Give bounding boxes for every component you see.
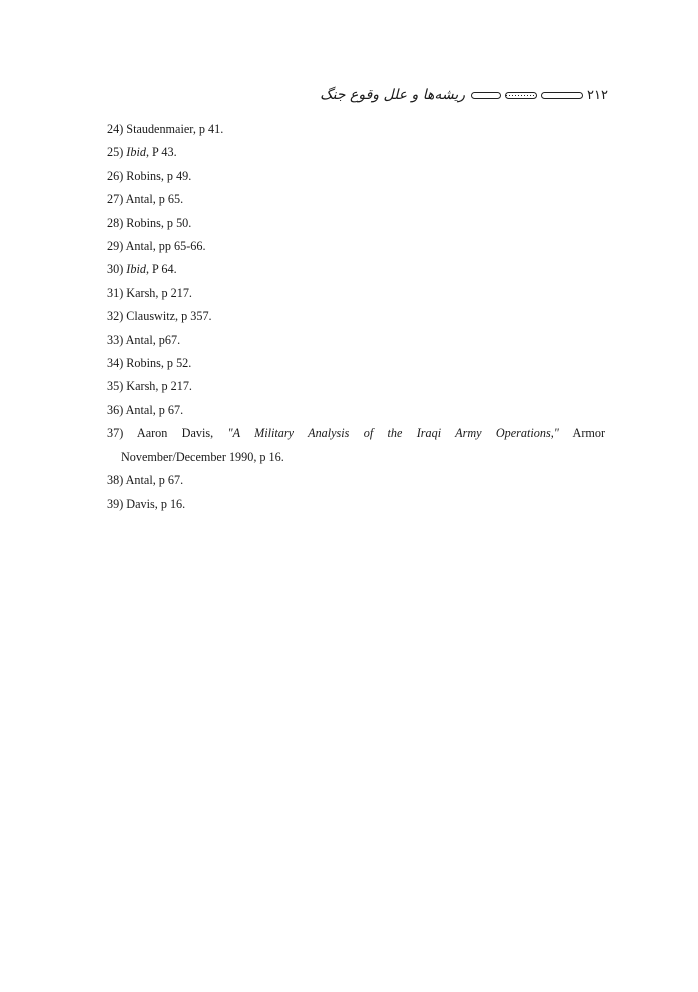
endnote: 30) Ibid, P 64. bbox=[107, 262, 177, 277]
endnote-continuation: November/December 1990, p 16. bbox=[121, 449, 284, 464]
page-number: ۲۱۲ bbox=[587, 87, 608, 102]
ornament-rule-left bbox=[541, 92, 583, 99]
endnote: 32) Clauswitz, p 357. bbox=[107, 309, 212, 324]
endnote: 39) Davis, p 16. bbox=[107, 496, 186, 511]
endnote: 35) Karsh, p 217. bbox=[107, 379, 192, 394]
ornament-rule-dotted bbox=[505, 92, 537, 99]
ornament-rule-right bbox=[471, 92, 501, 99]
endnote-long: 37) Aaron Davis, "A Military Analysis of the Iraqi Army Operations," Armor bbox=[107, 426, 606, 441]
endnote: 36) Antal, p 67. bbox=[107, 402, 184, 417]
endnotes-list bbox=[107, 118, 605, 516]
endnote: 26) Robins, p 49. bbox=[107, 168, 192, 183]
endnote: 28) Robins, p 50. bbox=[107, 215, 192, 230]
running-title: ریشه‌ها و علل وقوع جنگ bbox=[320, 87, 466, 103]
endnote: 34) Robins, p 52. bbox=[107, 356, 192, 371]
running-header bbox=[320, 86, 608, 104]
endnote: 24) Staudenmaier, p 41. bbox=[107, 122, 224, 136]
endnote: 31) Karsh, p 217. bbox=[107, 285, 192, 300]
endnote: 38) Antal, p 67. bbox=[107, 473, 184, 488]
endnote: 27) Antal, p 65. bbox=[107, 192, 184, 207]
endnote: 33) Antal, p67. bbox=[107, 332, 181, 347]
endnote: 25) Ibid, P 43. bbox=[107, 145, 177, 160]
endnote: 29) Antal, pp 65-66. bbox=[107, 239, 206, 254]
